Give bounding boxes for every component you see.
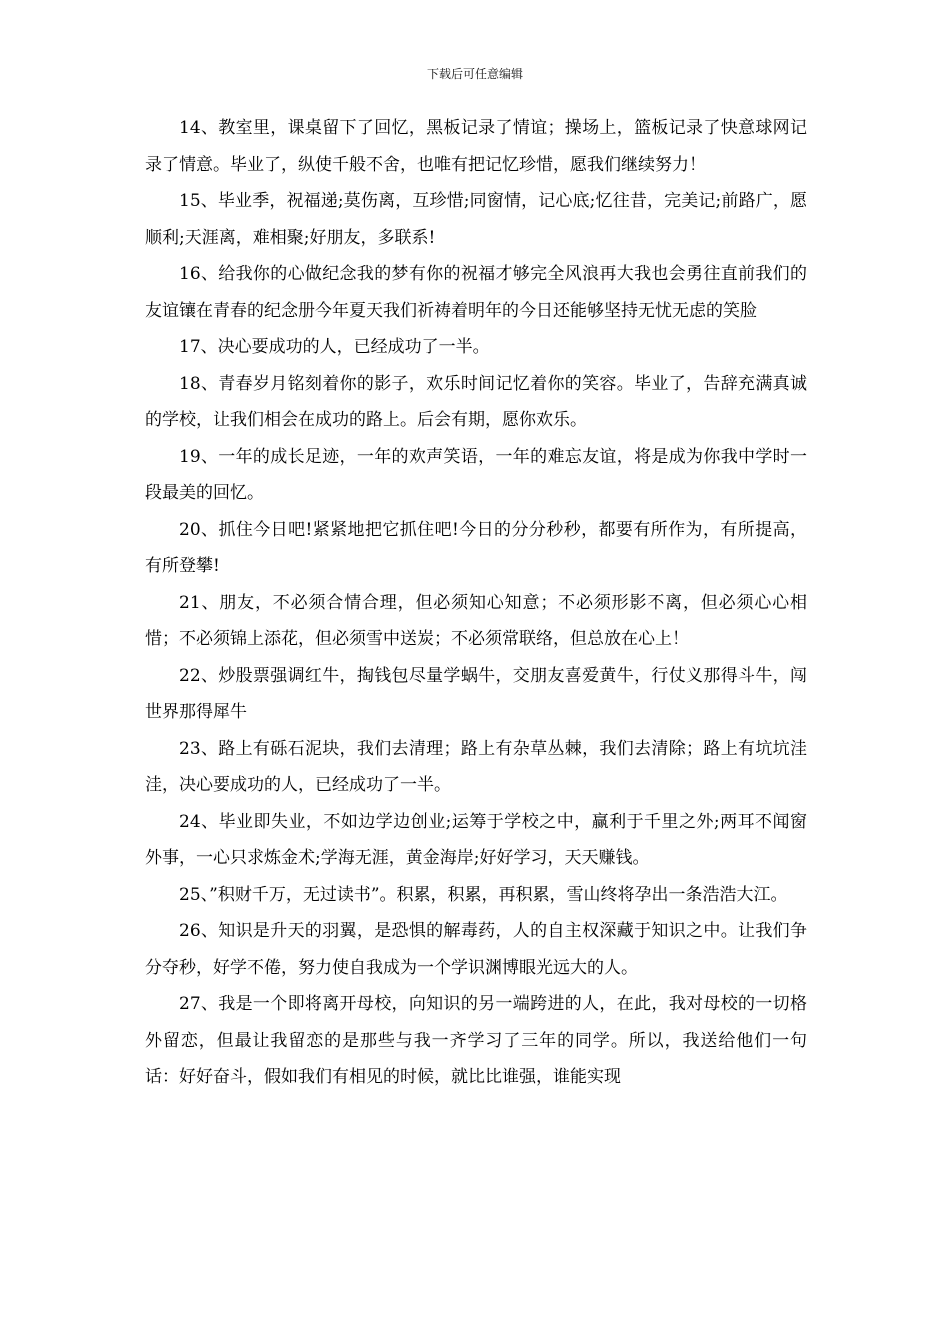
paragraph: 23、路上有砾石泥块，我们去清理；路上有杂草丛棘，我们去清除；路上有坑坑洼洼，决心要成功的人，已经成功了一半。: [145, 738, 807, 795]
paragraph: 14、教室里，课桌留下了回忆，黑板记录了情谊；操场上，篮板记录了快意球网记录了情意。毕业了，纵使千般不舍，也唯有把记忆珍惜，愿我们继续努力！: [145, 118, 807, 175]
paragraph: 24、毕业即失业，不如边学边创业;运筹于学校之中，赢利于千里之外;两耳不闻窗外事，一心只求炼金术;学海无涯，黄金海岸;好好学习，天天赚钱。: [145, 811, 807, 868]
paragraph: 16、给我你的心做纪念我的梦有你的祝福才够完全风浪再大我也会勇往直前我们的友谊镶在青春的纪念册今年夏天我们祈祷着明年的今日还能够坚持无忧无虑的笑脸: [145, 264, 807, 321]
paragraph: 15、毕业季，祝福递;莫伤离，互珍惜;同窗情，记心底;忆往昔，完美记;前路广，愿顺利;天涯离，难相聚;好朋友，多联系!: [145, 191, 807, 248]
paragraph: 17、决心要成功的人，已经成功了一半。: [179, 337, 490, 357]
paragraph: 21、朋友，不必须合情合理，但必须知心知意；不必须形影不离，但必须心心相惜；不必须锦上添花，但必须雪中送炭；不必须常联络，但总放在心上！: [145, 592, 807, 649]
paragraph: 25、”积财千万，无过读书”。积累，积累，再积累，雪山终将孕出一条浩浩大江。: [179, 884, 788, 905]
paragraph: 22、炒股票强调红牛，掏钱包尽量学蜗牛，交朋友喜爱黄牛，行仗义那得斗牛，闯世界那得犀牛: [145, 665, 807, 722]
document-body: [145, 110, 807, 1096]
paragraph: 19、一年的成长足迹，一年的欢声笑语，一年的难忘友谊，将是成为你我中学时一段最美的回忆。: [145, 446, 807, 503]
page-header: 下载后可任意编辑: [426, 67, 523, 81]
paragraph: 20、抓住今日吧!紧紧地把它抓住吧!今日的分分秒秒，都要有所作为，有所提高，有所登攀!: [145, 519, 807, 576]
paragraph: 18、青春岁月铭刻着你的影子，欢乐时间记忆着你的笑容。毕业了，告辞充满真诚的学校，让我们相会在成功的路上。后会有期，愿你欢乐。: [145, 373, 807, 430]
paragraph: 27、我是一个即将离开母校，向知识的另一端跨进的人，在此，我对母校的一切格外留恋，但最让我留恋的是那些与我一齐学习了三年的同学。所以，我送给他们一句话：好好奋斗，假如我们有相见的时候，就比比谁强，谁能实现: [145, 994, 807, 1087]
paragraph: 26、知识是升天的羽翼，是恐惧的解毒药，人的自主权深藏于知识之中。让我们争分夺秒，好学不倦，努力使自我成为一个学识渊博眼光远大的人。: [145, 921, 807, 978]
